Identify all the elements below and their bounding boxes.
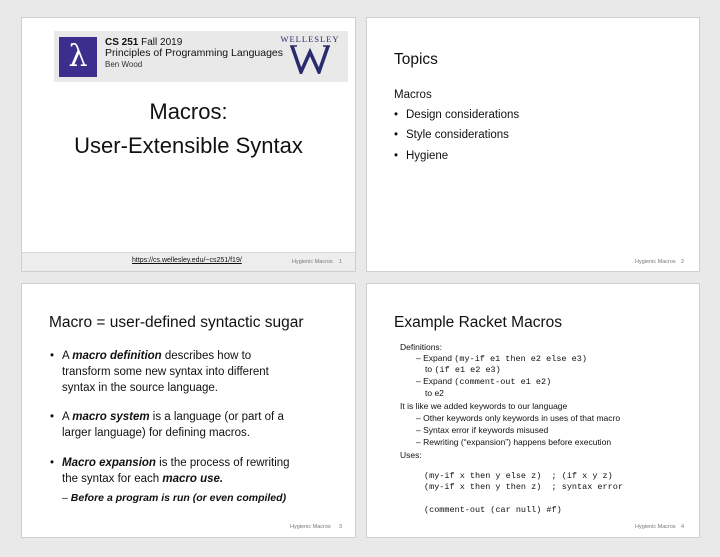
definition-continuation: to (if e1 e2 e3)	[425, 364, 501, 375]
slide-title-line2: User-Extensible Syntax	[74, 133, 303, 158]
course-url-link[interactable]: https://cs.wellesley.edu/~cs251/f19/	[132, 257, 242, 264]
topic-item: • Style considerations	[394, 129, 509, 141]
slide-2	[366, 17, 700, 272]
keyword-point: – Other keywords only keywords in uses of that macro	[416, 413, 621, 423]
wellesley-logo	[278, 34, 342, 74]
keyword-point: – Syntax error if keywords misused	[416, 425, 549, 435]
definition-item: – Expand (my-if e1 then e2 else e3)	[416, 353, 587, 364]
course-banner	[54, 31, 348, 82]
page-number: 4	[681, 524, 685, 530]
page-number: 2	[681, 259, 685, 265]
keyword-point: – Rewriting (“expansion”) happens before execution	[416, 437, 612, 447]
slide-1	[21, 17, 356, 272]
code-line: (my-if x then y then z) ; syntax error	[424, 482, 623, 492]
definitions-label: Definitions:	[400, 342, 443, 352]
slide-4	[366, 283, 700, 538]
course-term: Fall 2019	[141, 37, 183, 48]
page-number: 3	[339, 524, 343, 530]
footer-label: Hygienic Macros	[635, 524, 676, 530]
slide-3	[21, 283, 356, 538]
definition-item: – Expand (comment-out e1 e2)	[416, 376, 552, 387]
code-line: (my-if x then y else z) ; (if x y z)	[424, 471, 613, 481]
instructor-name: Ben Wood	[105, 60, 143, 69]
course-code: CS 251	[105, 37, 139, 48]
bullet-macro-definition: • A macro definition describes how to transform some new syntax into different syntax in the source language.	[50, 350, 269, 394]
footer-label: Hygienic Macros	[290, 524, 331, 530]
slide-title: Macro = user-defined syntactic sugar	[49, 314, 304, 331]
course-info	[105, 37, 283, 70]
lambda-logo: λ	[59, 37, 97, 77]
course-name: Principles of Programming Languages	[105, 47, 284, 59]
sub-bullet-before-run: – Before a program is run (or even compiled)	[62, 492, 287, 504]
topic-item: • Hygiene	[394, 150, 449, 162]
uses-label: Uses:	[400, 450, 422, 460]
wellesley-wordmark: WELLESLEY	[280, 34, 340, 44]
slide-title: Example Racket Macros	[394, 314, 562, 331]
bullet-macro-system: • A macro system is a language (or part of a larger language) for defining macros.	[50, 411, 284, 439]
footer-label: Hygienic Macros	[292, 259, 333, 265]
definition-continuation: to e2	[425, 388, 444, 398]
slide-footer	[22, 252, 355, 272]
code-line: (comment-out (car null) #f)	[424, 505, 562, 515]
footer-label: Hygienic Macros	[635, 259, 676, 265]
wellesley-w-icon	[290, 44, 330, 74]
page-number: 1	[339, 259, 343, 265]
bullet-macro-expansion: • Macro expansion is the process of rewriting the syntax for each macro use.	[50, 457, 290, 485]
slide-title-line1: Macros:	[149, 99, 228, 124]
topics-heading: Macros	[394, 89, 432, 101]
topic-item: • Design considerations	[394, 109, 520, 121]
keywords-line: It is like we added keywords to our language	[400, 401, 568, 411]
slide-title: Topics	[394, 51, 438, 68]
